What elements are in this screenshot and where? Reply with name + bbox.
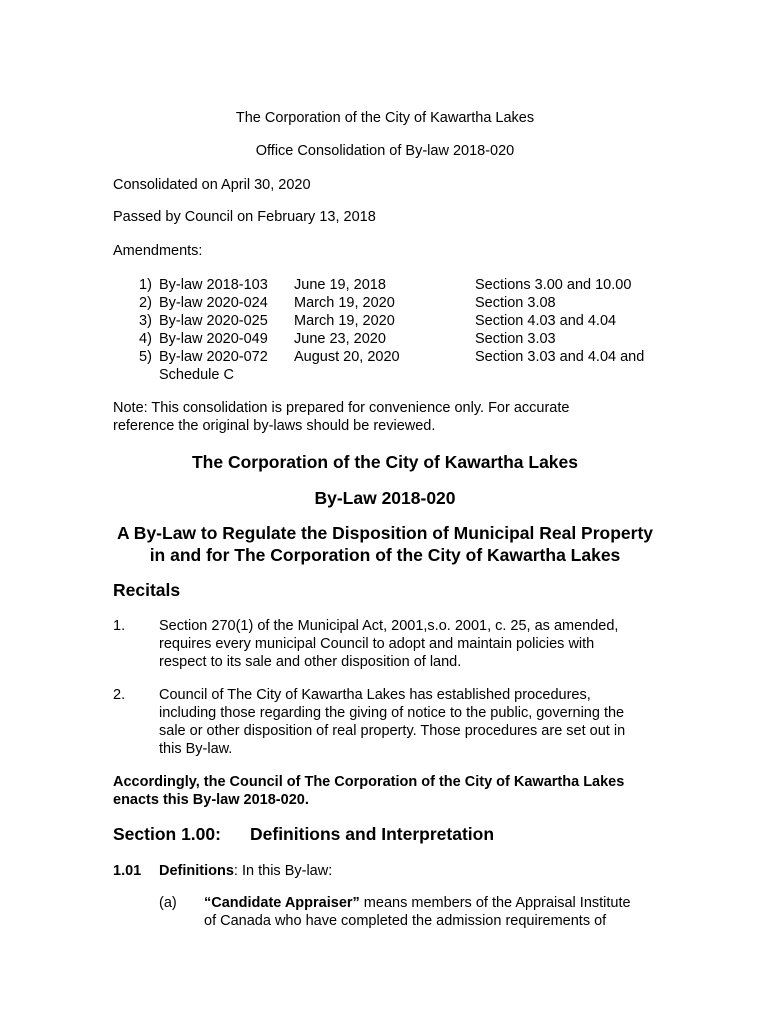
subsection-heading — [159, 862, 332, 880]
header-office-consolidation: Office Consolidation of By-law 2018-020 — [255, 143, 515, 159]
enactment-line-2: enacts this By-law 2018-020. — [113, 792, 309, 808]
recital-line: sale or other disposition of real property. Those procedures are set out in — [159, 723, 626, 739]
amendment-bylaw: By-law 2018-103 — [159, 277, 268, 293]
note-line-1: Note: This consolidation is prepared for convenience only. For accurate — [113, 400, 570, 416]
recitals-heading: Recitals — [113, 580, 181, 600]
recital-number: 2. — [113, 687, 126, 703]
subsection-number: 1.01 — [113, 863, 142, 879]
bylaw-subject-line-1: A By-Law to Regulate the Disposition of Municipal Real Property — [116, 523, 654, 543]
amendment-date: March 19, 2020 — [294, 313, 395, 329]
amendment-number: 4) — [139, 331, 152, 347]
amendment-bylaw: By-law 2020-049 — [159, 331, 268, 347]
amendments-label: Amendments: — [113, 243, 203, 259]
passed-date: Passed by Council on February 13, 2018 — [113, 209, 376, 225]
definition-letter: (a) — [159, 895, 177, 911]
definition-line-2: of Canada who have completed the admission requirements of — [204, 913, 607, 929]
bylaw-corporation-title: The Corporation of the City of Kawartha Lakes — [191, 452, 579, 472]
note-line-2: reference the original by-laws should be reviewed. — [113, 418, 436, 434]
section-number: Section 1.00: — [113, 824, 221, 844]
header-corporation: The Corporation of the City of Kawartha Lakes — [235, 110, 535, 126]
amendment-number: 5) — [139, 349, 152, 365]
amendment-sections: Section 3.08 — [475, 295, 556, 311]
subsection-rest: : In this By-law: — [233, 863, 333, 879]
recital-line: including those regarding the giving of notice to the public, governing the — [159, 705, 625, 721]
amendment-bylaw: By-law 2020-024 — [159, 295, 268, 311]
amendment-sections: Sections 3.00 and 10.00 — [475, 277, 632, 293]
amendment-bylaw: By-law 2020-072 — [159, 349, 268, 365]
recital-line: Council of The City of Kawartha Lakes has established procedures, — [159, 687, 591, 703]
recital-line: respect to its sale and other disposition of land. — [159, 654, 462, 670]
amendment-date: August 20, 2020 — [294, 349, 400, 365]
recital-number: 1. — [113, 618, 126, 634]
definition-text: means members of the Appraisal Institute — [359, 895, 631, 911]
section-title: Definitions and Interpretation — [250, 824, 495, 844]
definition-term: “Candidate Appraiser” — [204, 895, 360, 911]
amendment-sections: Section 3.03 and 4.04 and — [475, 349, 645, 365]
consolidated-date: Consolidated on April 30, 2020 — [113, 177, 311, 193]
amendment-number: 3) — [139, 313, 152, 329]
amendment-date: June 23, 2020 — [294, 331, 386, 347]
recital-line: this By-law. — [159, 741, 233, 757]
bylaw-subject-line-2: in and for The Corporation of the City of Kawartha Lakes — [149, 545, 621, 565]
amendment-date: June 19, 2018 — [294, 277, 386, 293]
amendment-date: March 19, 2020 — [294, 295, 395, 311]
amendment-bylaw: By-law 2020-025 — [159, 313, 268, 329]
amendment-continuation: Schedule C — [159, 367, 234, 383]
definition-line-1 — [204, 894, 631, 912]
amendment-number: 1) — [139, 277, 152, 293]
bylaw-number-title: By-Law 2018-020 — [314, 488, 456, 508]
amendment-sections: Section 4.03 and 4.04 — [475, 313, 617, 329]
subsection-label: Definitions — [159, 863, 234, 879]
recital-line: requires every municipal Council to adopt and maintain policies with — [159, 636, 595, 652]
amendment-sections: Section 3.03 — [475, 331, 556, 347]
amendment-number: 2) — [139, 295, 152, 311]
enactment-line-1: Accordingly, the Council of The Corporation of the City of Kawartha Lakes — [113, 774, 625, 790]
recital-line: Section 270(1) of the Municipal Act, 2001,s.o. 2001, c. 25, as amended, — [159, 618, 619, 634]
